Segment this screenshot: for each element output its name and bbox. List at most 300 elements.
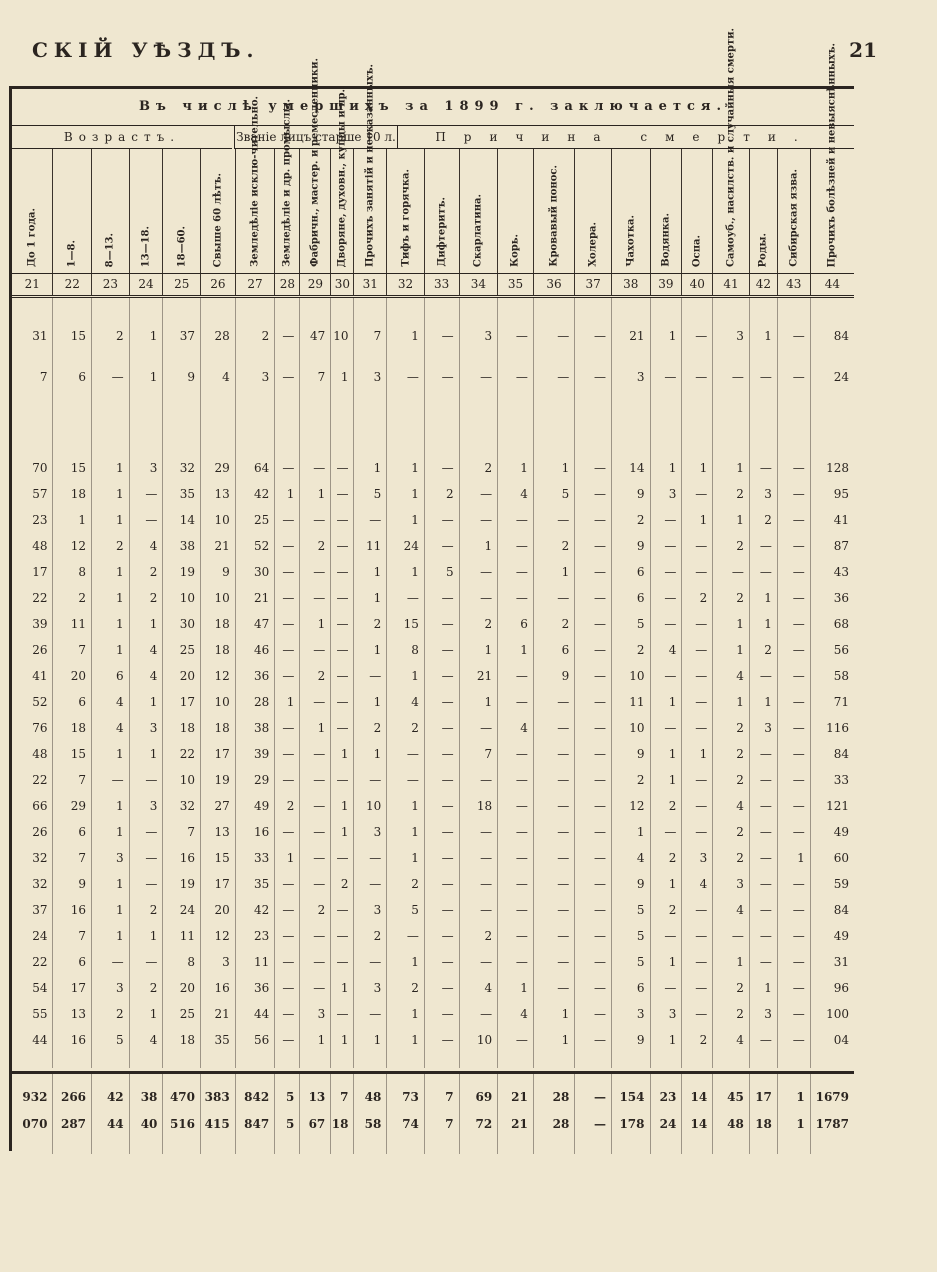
table-row bbox=[12, 952, 854, 972]
table-cell: 2 bbox=[317, 539, 326, 553]
table-cell: 16 bbox=[70, 1033, 87, 1047]
totals-block bbox=[12, 1071, 854, 1154]
table-cell: — bbox=[282, 461, 295, 475]
table-cell: 1 bbox=[668, 747, 677, 761]
table-cell: 47 bbox=[253, 617, 270, 631]
table-cell: — bbox=[792, 721, 805, 735]
table-cell: — bbox=[336, 513, 349, 527]
table-cell: 8 bbox=[78, 565, 87, 579]
table-cell: 29 bbox=[214, 461, 230, 475]
column-number: 27 bbox=[235, 274, 275, 295]
table-cell: — bbox=[480, 903, 493, 917]
table-cell: 9 bbox=[222, 565, 230, 579]
table-cell: — bbox=[759, 565, 772, 579]
table-cell: — bbox=[557, 591, 570, 605]
table-cell: — bbox=[111, 370, 124, 384]
table-cell: 36 bbox=[833, 591, 850, 605]
table-cell: 1 bbox=[411, 461, 419, 475]
table-cell: — bbox=[695, 903, 708, 917]
table-cell: — bbox=[557, 799, 570, 813]
table-cell: — bbox=[792, 695, 805, 709]
table-cell: — bbox=[282, 747, 295, 761]
table-cell: 6 bbox=[561, 643, 570, 657]
group-heading-status: Званіе лицъ старше 10 л. bbox=[234, 126, 398, 149]
totals-cell: 58 bbox=[364, 1117, 382, 1131]
table-cell: 3 bbox=[261, 370, 270, 384]
table-cell: 3 bbox=[149, 799, 158, 813]
table-cell: 20 bbox=[179, 669, 195, 683]
table-cell: 10 bbox=[179, 773, 195, 787]
table-cell: 10 bbox=[476, 1033, 493, 1047]
column-header-label: 18—60. bbox=[176, 225, 188, 267]
table-cell: 6 bbox=[116, 669, 124, 683]
table-cell: 9 bbox=[636, 539, 645, 553]
table-cell: 2 bbox=[484, 461, 493, 475]
table-cell: 4 bbox=[736, 903, 744, 917]
table-cell: 5 bbox=[636, 955, 645, 969]
table-cell: 1 bbox=[411, 825, 419, 839]
table-cell: 13 bbox=[214, 825, 230, 839]
table-cell: 2 bbox=[736, 981, 744, 995]
table-cell: — bbox=[593, 487, 606, 501]
table-cell: 2 bbox=[149, 591, 158, 605]
table-cell: 1 bbox=[561, 1007, 570, 1021]
table-cell: 24 bbox=[403, 539, 419, 553]
table-cell: — bbox=[336, 591, 349, 605]
table-cell: 14 bbox=[179, 513, 195, 527]
table-cell: 1 bbox=[116, 747, 124, 761]
table-cell: 4 bbox=[116, 695, 124, 709]
table-cell: 2 bbox=[736, 591, 744, 605]
table-cell: 7 bbox=[78, 929, 87, 943]
table-cell: — bbox=[695, 487, 708, 501]
column-header bbox=[611, 149, 650, 273]
table-cell: 1 bbox=[736, 461, 744, 475]
column-header-label: 13—18. bbox=[140, 225, 152, 267]
table-cell: — bbox=[480, 721, 493, 735]
table-cell: — bbox=[695, 617, 708, 631]
table-cell: — bbox=[664, 539, 677, 553]
table-cell: 1 bbox=[411, 669, 419, 683]
table-cell: 2 bbox=[149, 903, 158, 917]
table-cell: 4 bbox=[636, 851, 645, 865]
table-cell: 22 bbox=[32, 773, 48, 787]
table-cell: — bbox=[441, 721, 454, 735]
totals-cell: 69 bbox=[475, 1090, 493, 1104]
table-cell: — bbox=[792, 329, 805, 343]
table-cell: 3 bbox=[149, 721, 158, 735]
table-cell: 1 bbox=[411, 1007, 419, 1021]
column-header bbox=[533, 149, 574, 273]
table-cell: 33 bbox=[833, 773, 850, 787]
table-cell: 52 bbox=[253, 539, 270, 553]
table-cell: — bbox=[664, 513, 677, 527]
table-cell: 49 bbox=[833, 929, 850, 943]
totals-cell: 383 bbox=[204, 1090, 230, 1104]
column-header bbox=[353, 63, 386, 273]
table-cell: — bbox=[313, 851, 326, 865]
table-cell: — bbox=[695, 773, 708, 787]
table-cell: 2 bbox=[636, 513, 645, 527]
table-cell: — bbox=[406, 929, 419, 943]
table-cell: — bbox=[792, 955, 805, 969]
table-cell: — bbox=[313, 981, 326, 995]
table-cell: 2 bbox=[317, 669, 326, 683]
column-header bbox=[749, 149, 777, 273]
table-cell: 4 bbox=[736, 799, 744, 813]
table-cell: — bbox=[515, 877, 528, 891]
table-cell: — bbox=[593, 773, 606, 787]
table-cell: 35 bbox=[253, 877, 270, 891]
table-cell: 1 bbox=[149, 695, 158, 709]
totals-cell: 5 bbox=[286, 1090, 295, 1104]
table-cell: 1 bbox=[149, 747, 158, 761]
table-cell: 16 bbox=[214, 981, 230, 995]
table-cell: 1 bbox=[411, 851, 419, 865]
totals-cell: — bbox=[593, 1090, 606, 1104]
table-row bbox=[12, 718, 854, 738]
table-row bbox=[12, 367, 854, 387]
table-cell: — bbox=[515, 695, 528, 709]
column-header bbox=[386, 149, 424, 273]
table-cell: — bbox=[406, 773, 419, 787]
table-cell: — bbox=[792, 370, 805, 384]
table-cell: 121 bbox=[826, 799, 850, 813]
table-cell: — bbox=[593, 329, 606, 343]
table-cell: 6 bbox=[636, 565, 645, 579]
table-cell: — bbox=[792, 981, 805, 995]
table-cell: 1 bbox=[484, 539, 493, 553]
table-cell: — bbox=[313, 513, 326, 527]
table-cell: — bbox=[480, 955, 493, 969]
table-row bbox=[12, 822, 854, 842]
table-cell: — bbox=[731, 565, 744, 579]
table-cell: 2 bbox=[373, 929, 382, 943]
table-cell: — bbox=[111, 955, 124, 969]
totals-cell: 74 bbox=[402, 1117, 419, 1131]
column-header bbox=[52, 149, 91, 273]
table-cell: 1 bbox=[116, 487, 124, 501]
table-cell: — bbox=[480, 825, 493, 839]
table-cell: 44 bbox=[253, 1007, 270, 1021]
table-cell: 6 bbox=[520, 617, 528, 631]
table-cell: — bbox=[557, 695, 570, 709]
column-number: 39 bbox=[650, 274, 682, 295]
table-cell: 42 bbox=[253, 487, 270, 501]
table-cell: 2 bbox=[736, 1007, 744, 1021]
table-cell: — bbox=[515, 851, 528, 865]
table-cell: — bbox=[593, 591, 606, 605]
table-cell: 38 bbox=[253, 721, 270, 735]
column-number: 23 bbox=[91, 274, 129, 295]
table-cell: — bbox=[336, 955, 349, 969]
table-cell: 26 bbox=[32, 643, 48, 657]
table-cell: 84 bbox=[833, 329, 850, 343]
table-cell: — bbox=[664, 591, 677, 605]
column-number: 21 bbox=[24, 277, 40, 291]
table-cell: — bbox=[792, 825, 805, 839]
table-cell: — bbox=[695, 370, 708, 384]
table-cell: 1 bbox=[668, 329, 677, 343]
table-cell: 12 bbox=[70, 539, 87, 553]
column-number: 24 bbox=[129, 274, 163, 295]
table-cell: 4 bbox=[520, 487, 528, 501]
column-number-row bbox=[12, 274, 854, 298]
table-cell: — bbox=[593, 1007, 606, 1021]
table-cell: — bbox=[480, 591, 493, 605]
table-cell: 52 bbox=[32, 695, 48, 709]
table-cell: — bbox=[593, 903, 606, 917]
table-cell: — bbox=[593, 877, 606, 891]
column-header bbox=[299, 58, 330, 273]
table-cell: — bbox=[695, 1007, 708, 1021]
table-cell: 10 bbox=[629, 669, 645, 683]
table-cell: 76 bbox=[32, 721, 48, 735]
column-header bbox=[91, 149, 129, 273]
table-cell: — bbox=[336, 643, 349, 657]
table-row bbox=[12, 796, 854, 816]
table-cell: 116 bbox=[826, 721, 850, 735]
table-cell: — bbox=[695, 825, 708, 839]
table-cell: 7 bbox=[317, 370, 326, 384]
table-row bbox=[12, 588, 854, 608]
totals-cell: 932 bbox=[22, 1090, 48, 1104]
table-cell: 2 bbox=[261, 329, 270, 343]
table-row bbox=[12, 692, 854, 712]
table-cell: 49 bbox=[833, 825, 850, 839]
table-cell: — bbox=[664, 565, 677, 579]
table-cell: 48 bbox=[32, 539, 48, 553]
column-number: 40 bbox=[681, 274, 712, 295]
table-cell: 1 bbox=[116, 565, 124, 579]
table-row bbox=[12, 562, 854, 582]
column-header bbox=[330, 88, 353, 273]
table-cell: 23 bbox=[32, 513, 48, 527]
table-cell: 2 bbox=[116, 539, 124, 553]
table-cell: — bbox=[282, 643, 295, 657]
table-cell: 58 bbox=[833, 669, 850, 683]
table-cell: 5 bbox=[636, 929, 645, 943]
table-cell: 2 bbox=[736, 721, 744, 735]
table-cell: 1 bbox=[116, 591, 124, 605]
table-cell: 1 bbox=[340, 825, 349, 839]
table-cell: 2 bbox=[286, 799, 295, 813]
table-cell: — bbox=[695, 981, 708, 995]
table-cell: 1 bbox=[736, 643, 744, 657]
table-cell: — bbox=[593, 669, 606, 683]
table-cell: 35 bbox=[214, 1033, 230, 1047]
column-header-label: Земледѣліе и др. промыслы. bbox=[281, 99, 293, 267]
table-cell: 1 bbox=[286, 695, 295, 709]
table-cell: — bbox=[369, 513, 382, 527]
totals-cell: 1 bbox=[796, 1117, 805, 1131]
table-cell: 39 bbox=[32, 617, 48, 631]
table-cell: — bbox=[441, 929, 454, 943]
table-cell: — bbox=[145, 877, 158, 891]
table-cell: 1 bbox=[668, 1033, 677, 1047]
table-cell: — bbox=[593, 799, 606, 813]
table-cell: 10 bbox=[179, 591, 195, 605]
table-cell: 1 bbox=[149, 929, 158, 943]
table-cell: 6 bbox=[78, 955, 87, 969]
table-cell: 96 bbox=[833, 981, 850, 995]
table-cell: 1 bbox=[411, 565, 419, 579]
table-cell: — bbox=[282, 1033, 295, 1047]
table-cell: 13 bbox=[70, 1007, 87, 1021]
table-cell: — bbox=[441, 747, 454, 761]
table-cell: 32 bbox=[32, 877, 48, 891]
table-cell: 2 bbox=[764, 643, 772, 657]
table-cell: 16 bbox=[253, 825, 270, 839]
table-cell: — bbox=[664, 981, 677, 995]
table-cell: 1 bbox=[149, 370, 158, 384]
table-cell: 2 bbox=[736, 747, 744, 761]
column-header-label: 1—8. bbox=[66, 239, 78, 267]
column-header-label: Оспа. bbox=[691, 234, 703, 267]
totals-cell: 48 bbox=[727, 1117, 744, 1131]
table-cell: — bbox=[313, 461, 326, 475]
table-cell: 54 bbox=[32, 981, 48, 995]
table-body bbox=[12, 298, 854, 1068]
table-row bbox=[12, 666, 854, 686]
column-header bbox=[810, 42, 854, 273]
table-cell: — bbox=[515, 513, 528, 527]
table-cell: 1 bbox=[411, 487, 419, 501]
column-header-label: Сибирская язва. bbox=[788, 169, 800, 267]
table-cell: 9 bbox=[636, 877, 645, 891]
table-cell: 71 bbox=[833, 695, 850, 709]
table-title: Въ числѣ умершихъ за 1899 г. заключается. bbox=[12, 89, 854, 126]
table-cell: — bbox=[369, 1007, 382, 1021]
table-cell: — bbox=[336, 539, 349, 553]
table-cell: 36 bbox=[253, 669, 270, 683]
table-cell: 49 bbox=[253, 799, 270, 813]
table-cell: 1 bbox=[411, 955, 419, 969]
table-cell: — bbox=[480, 773, 493, 787]
table-cell: — bbox=[695, 329, 708, 343]
table-cell: — bbox=[313, 747, 326, 761]
table-cell: 57 bbox=[32, 487, 48, 501]
table-cell: 11 bbox=[253, 955, 270, 969]
table-cell: 16 bbox=[179, 851, 195, 865]
table-cell: 100 bbox=[826, 1007, 850, 1021]
table-cell: 2 bbox=[78, 591, 87, 605]
table-cell: — bbox=[593, 721, 606, 735]
table-cell: 55 bbox=[32, 1007, 48, 1021]
table-cell: — bbox=[313, 955, 326, 969]
table-cell: 20 bbox=[70, 669, 87, 683]
table-cell: — bbox=[313, 591, 326, 605]
table-cell: — bbox=[441, 669, 454, 683]
table-cell: — bbox=[792, 773, 805, 787]
totals-cell: 287 bbox=[60, 1117, 87, 1131]
table-cell: 2 bbox=[411, 981, 419, 995]
column-header-label: Роды. bbox=[757, 232, 769, 267]
table-cell: 25 bbox=[253, 513, 270, 527]
table-cell: — bbox=[515, 1033, 528, 1047]
table-cell: 23 bbox=[253, 929, 270, 943]
totals-cell: 842 bbox=[244, 1090, 270, 1104]
table-cell: 1 bbox=[116, 903, 124, 917]
totals-cell: 24 bbox=[659, 1117, 677, 1131]
table-cell: — bbox=[282, 773, 295, 787]
table-cell: — bbox=[480, 851, 493, 865]
table-cell: — bbox=[282, 370, 295, 384]
table-cell: 10 bbox=[629, 721, 645, 735]
table-cell: — bbox=[593, 851, 606, 865]
table-cell: 4 bbox=[520, 1007, 528, 1021]
table-cell: 1 bbox=[373, 747, 382, 761]
table-cell: — bbox=[145, 955, 158, 969]
table-cell: 1 bbox=[411, 329, 419, 343]
table-cell: — bbox=[759, 461, 772, 475]
table-cell: 1 bbox=[668, 877, 677, 891]
table-cell: 1 bbox=[484, 643, 493, 657]
table-cell: 20 bbox=[214, 903, 230, 917]
table-cell: 4 bbox=[668, 643, 677, 657]
table-cell: 6 bbox=[78, 370, 87, 384]
table-cell: 1 bbox=[373, 643, 382, 657]
table-cell: — bbox=[664, 617, 677, 631]
column-header-label: Земледѣліе исклю-чительно. bbox=[249, 96, 261, 267]
table-cell: 1 bbox=[699, 461, 708, 475]
table-cell: 3 bbox=[736, 877, 744, 891]
table-cell: 2 bbox=[736, 487, 744, 501]
table-cell: 4 bbox=[484, 981, 493, 995]
table-cell: 7 bbox=[373, 329, 382, 343]
table-cell: 2 bbox=[411, 721, 419, 735]
table-cell: — bbox=[336, 487, 349, 501]
totals-cell: 070 bbox=[22, 1117, 48, 1131]
table-cell: 1 bbox=[116, 929, 124, 943]
table-cell: — bbox=[557, 929, 570, 943]
column-number: 35 bbox=[497, 274, 533, 295]
table-cell: — bbox=[441, 370, 454, 384]
table-cell: 33 bbox=[253, 851, 270, 865]
table-cell: 42 bbox=[253, 903, 270, 917]
table-cell: 32 bbox=[179, 799, 195, 813]
table-cell: 18 bbox=[476, 799, 493, 813]
table-cell: 11 bbox=[366, 539, 382, 553]
table-cell: — bbox=[759, 539, 772, 553]
table-cell: 3 bbox=[149, 461, 158, 475]
table-cell: — bbox=[695, 539, 708, 553]
table-cell: 3 bbox=[668, 1007, 677, 1021]
table-cell: 1 bbox=[797, 851, 805, 865]
table-cell: 1 bbox=[484, 695, 493, 709]
table-cell: 1 bbox=[668, 461, 677, 475]
column-number: 41 bbox=[712, 274, 749, 295]
table-cell: — bbox=[406, 591, 419, 605]
table-cell: 29 bbox=[70, 799, 87, 813]
table-cell: 1 bbox=[668, 695, 677, 709]
column-number: 26 bbox=[200, 274, 235, 295]
table-cell: 1 bbox=[561, 1033, 570, 1047]
table-cell: — bbox=[480, 487, 493, 501]
table-cell: 9 bbox=[636, 487, 645, 501]
table-cell: — bbox=[593, 539, 606, 553]
table-cell: — bbox=[759, 773, 772, 787]
totals-cell: 415 bbox=[204, 1117, 230, 1131]
table-cell: — bbox=[557, 955, 570, 969]
table-cell: 2 bbox=[373, 721, 382, 735]
table-cell: 7 bbox=[78, 851, 87, 865]
table-cell: — bbox=[664, 669, 677, 683]
table-cell: 3 bbox=[636, 1007, 645, 1021]
table-cell: 11 bbox=[70, 617, 87, 631]
table-cell: — bbox=[515, 565, 528, 579]
totals-row bbox=[12, 1086, 854, 1108]
